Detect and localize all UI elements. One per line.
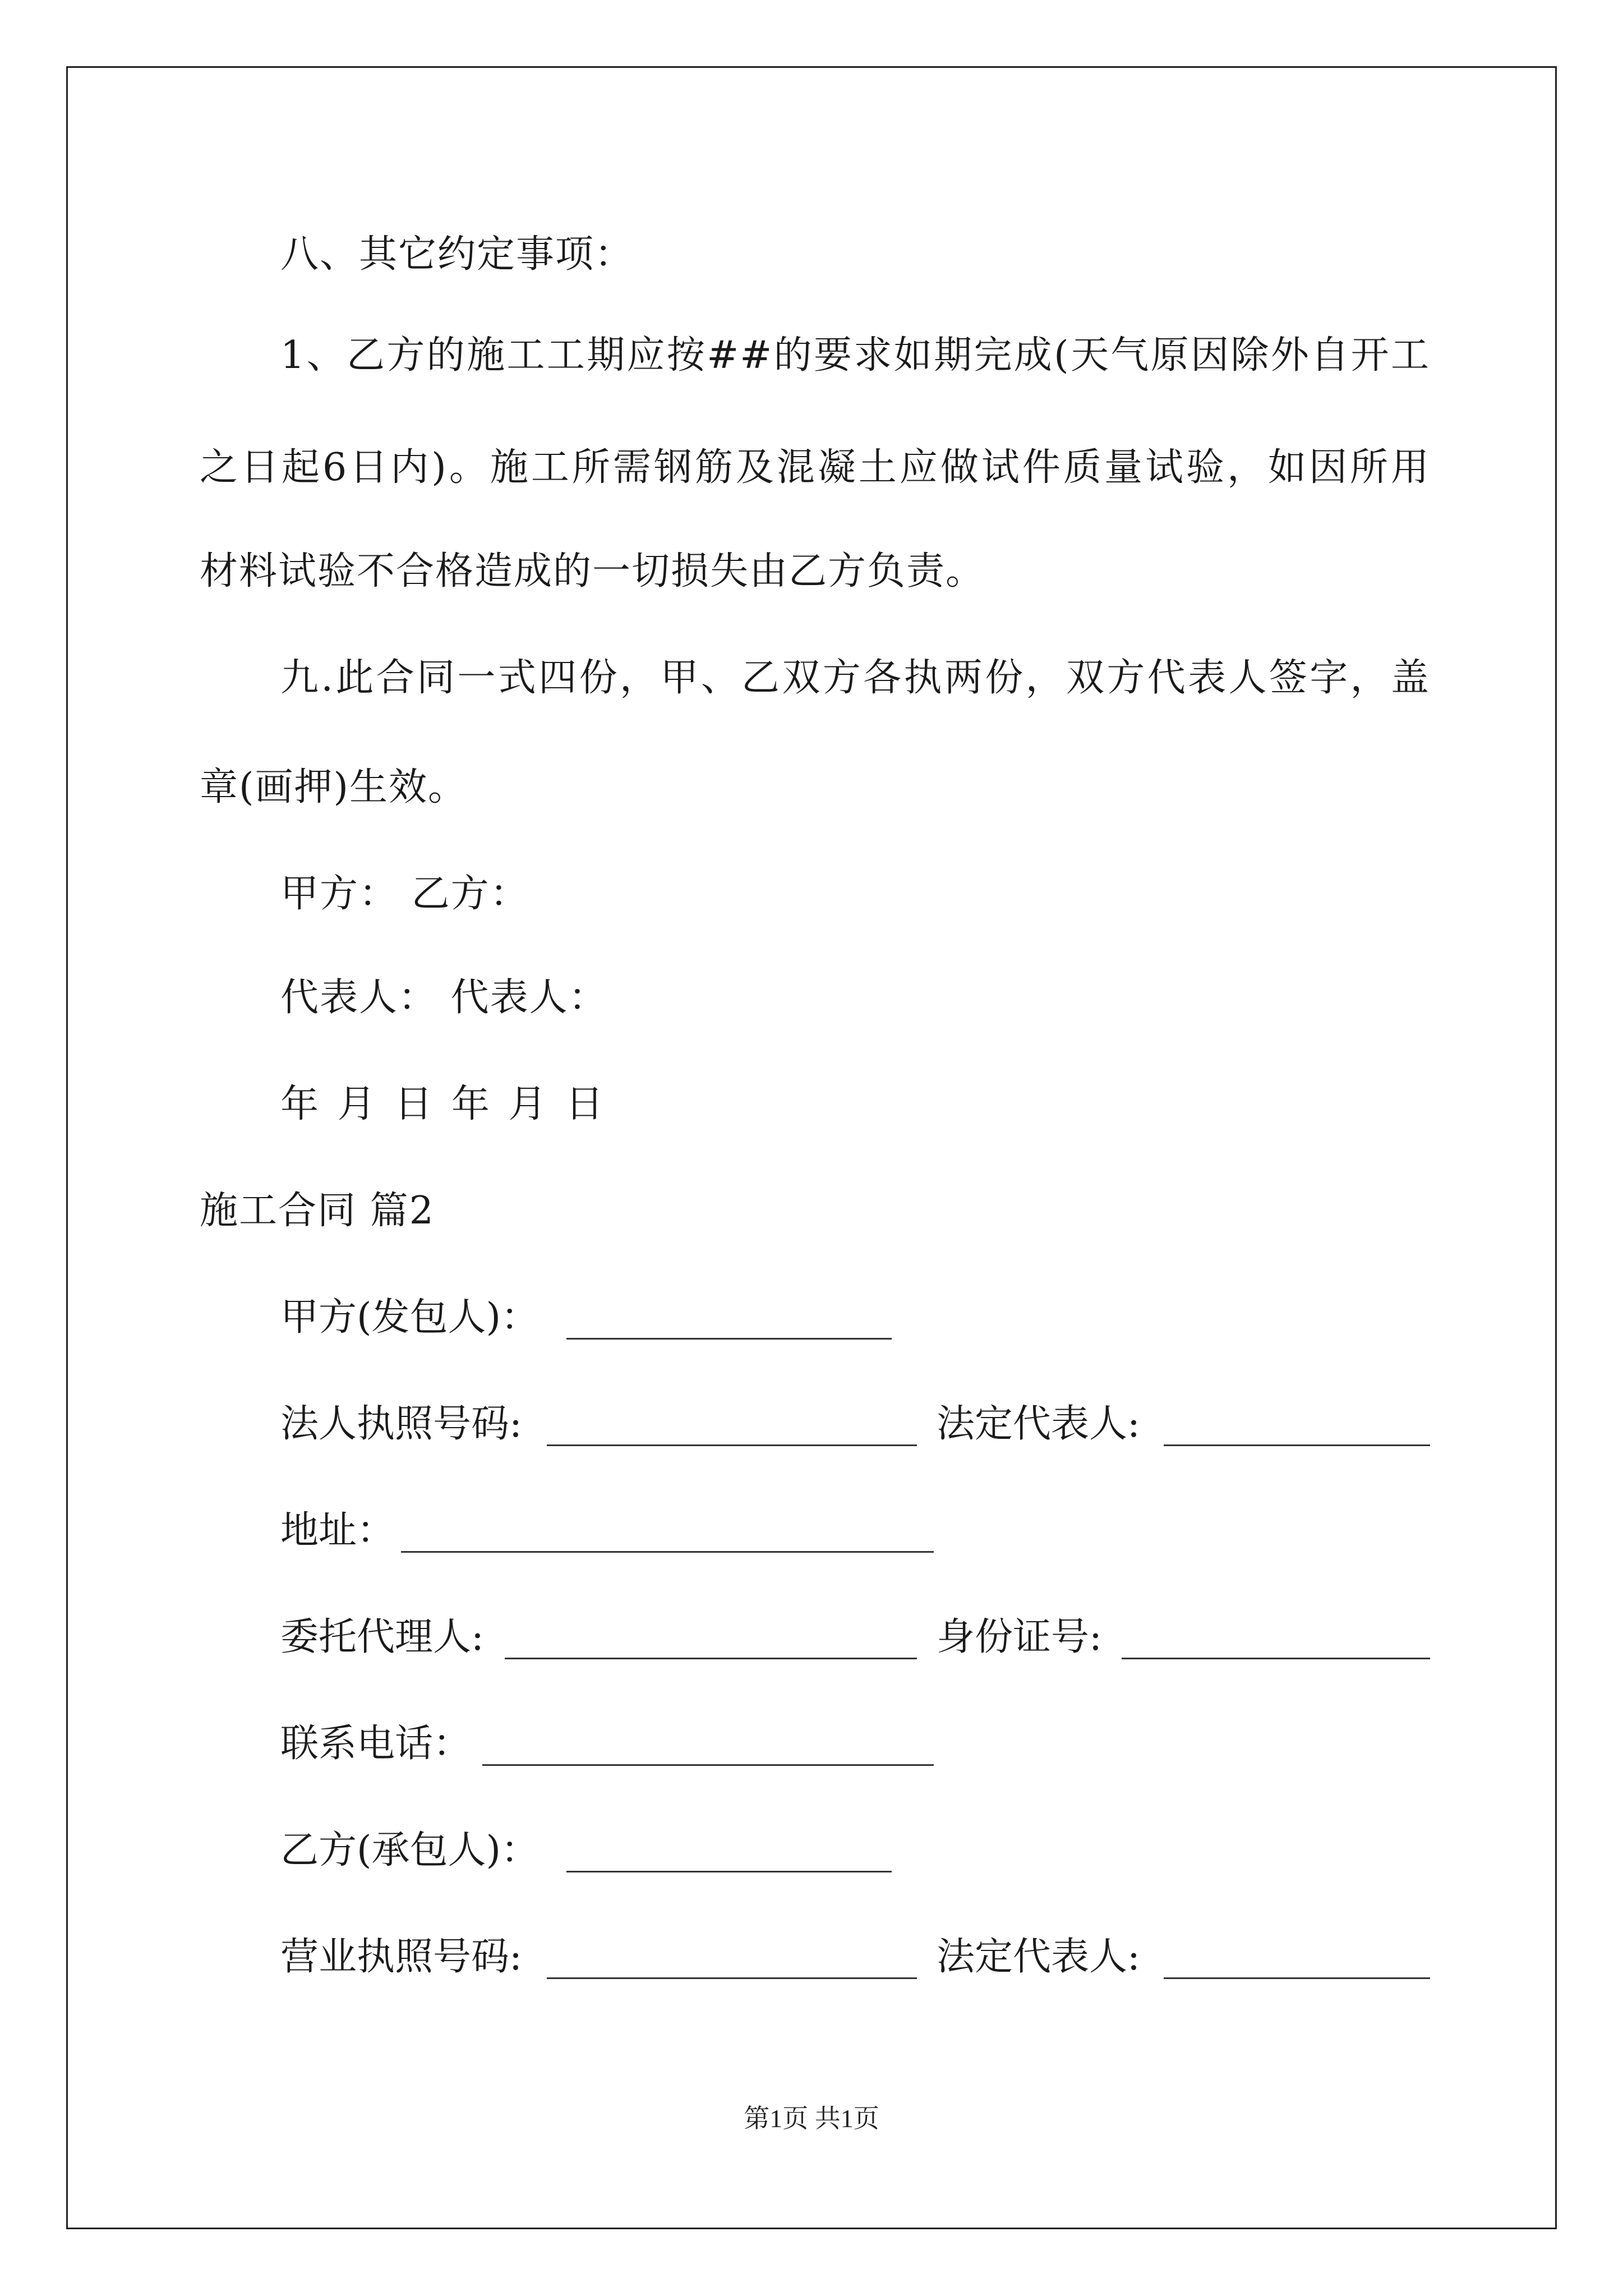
party-a-agent-blank[interactable]: [505, 1658, 917, 1659]
party-a-id-blank[interactable]: [1122, 1658, 1430, 1659]
signature-representatives: 代表人： 代表人：: [280, 976, 608, 1020]
party-b-license-blank[interactable]: [547, 1977, 917, 1979]
party-a-address-label: 地址：: [280, 1508, 395, 1553]
party-a-blank[interactable]: [566, 1338, 892, 1340]
party-b-license-label: 营业执照号码:: [280, 1935, 522, 1979]
party-b-blank[interactable]: [566, 1871, 892, 1872]
section8-item1-line2: 之日起6日内)。施工所需钢筋及混凝土应做试件质量试验，如因所用: [200, 445, 1430, 490]
signature-dates: 年 月 日 年 月 日: [280, 1082, 607, 1126]
party-a-legal-rep-blank[interactable]: [1164, 1444, 1430, 1446]
party-a-label: 甲方(发包人)：: [280, 1295, 540, 1340]
party-a-phone-blank[interactable]: [482, 1764, 934, 1766]
section9-line2: 章(画押)生效。: [200, 765, 468, 809]
party-a-agent-label: 委托代理人:: [280, 1615, 484, 1659]
party-a-address-blank[interactable]: [401, 1551, 934, 1553]
signature-parties: 甲方： 乙方：: [280, 872, 529, 916]
section8-heading: 八、其它约定事项：: [280, 232, 634, 277]
section8-item1-line1: 1、乙方的施工工期应按##的要求如期完成(天气原因除外自开工: [280, 333, 1430, 378]
party-b-legal-rep-label: 法定代表人:: [937, 1935, 1140, 1979]
party-a-license-blank[interactable]: [547, 1444, 917, 1446]
page-border: [66, 66, 1557, 2229]
party-a-license-label: 法人执照号码:: [280, 1402, 522, 1446]
party-a-legal-rep-label: 法定代表人:: [937, 1402, 1140, 1446]
contract2-title: 施工合同 篇2: [200, 1189, 435, 1233]
page-footer: 第1页 共1页: [744, 2104, 879, 2133]
section8-item1-line3: 材料试验不合格造成的一切损失由乙方负责。: [200, 549, 985, 593]
party-b-label: 乙方(承包人)：: [280, 1828, 540, 1872]
party-a-id-label: 身份证号:: [937, 1615, 1102, 1659]
party-a-phone-label: 联系电话：: [280, 1722, 472, 1766]
section9-line1: 九.此合同一式四份，甲、乙双方各执两份，双方代表人签字，盖: [280, 656, 1430, 700]
party-b-legal-rep-blank[interactable]: [1164, 1977, 1430, 1979]
